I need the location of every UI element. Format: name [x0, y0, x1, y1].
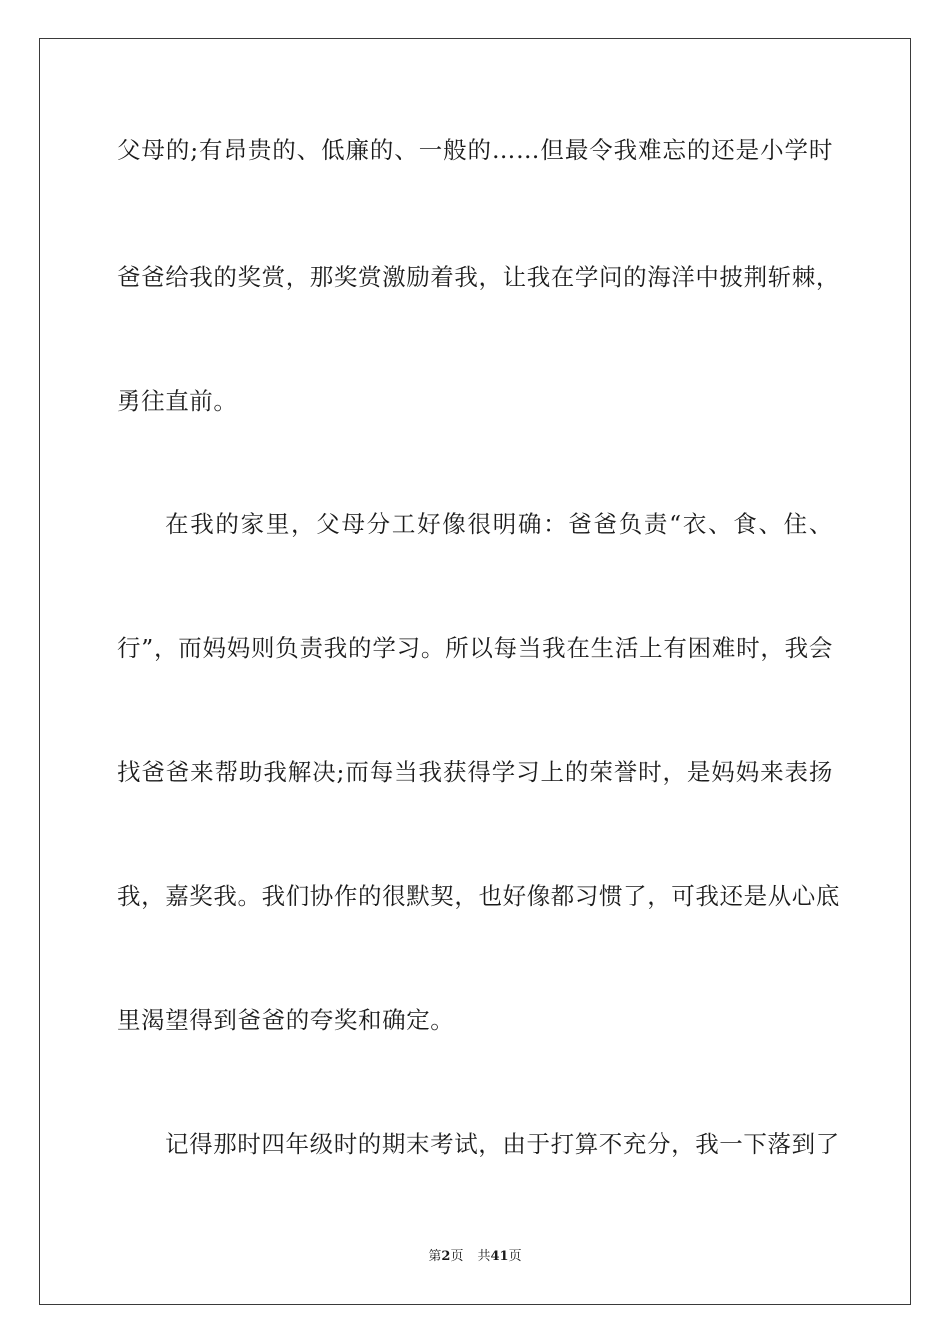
- text-line-2: 爸爸给我的奖赏，那奖赏激励着我，让我在学问的海洋中披荆斩棘，: [117, 263, 840, 291]
- text-line-5: 行”，而妈妈则负责我的学习。所以每当我在生活上有困难时，我会: [117, 634, 833, 662]
- text-line-8: 里渴望得到爸爸的夸奖和确定。: [117, 1006, 455, 1034]
- footer-total-prefix: 共: [477, 1249, 491, 1264]
- footer-page-prefix: 第: [428, 1249, 442, 1264]
- text-line-1: 父母的;有昂贵的、低廉的、一般的……但最令我难忘的还是小学时: [117, 136, 833, 164]
- text-line-9: 记得那时四年级时的期末考试，由于打算不充分，我一下落到了: [165, 1130, 840, 1158]
- footer-page-number: 2: [441, 1249, 451, 1264]
- text-line-4: 在我的家里，父母分工好像很明确：爸爸负责“衣、食、住、: [165, 510, 833, 538]
- text-line-7: 我，嘉奖我。我们协作的很默契，也好像都习惯了，可我还是从心底: [117, 882, 840, 910]
- page-border: [39, 38, 911, 1305]
- footer-total-suffix: 页: [508, 1249, 522, 1264]
- text-line-3: 勇往直前。: [117, 387, 238, 415]
- text-line-6: 找爸爸来帮助我解决;而每当我获得学习上的荣誉时，是妈妈来表扬: [117, 758, 833, 786]
- footer-total-pages: 41: [490, 1249, 509, 1264]
- page-footer: [0, 1248, 950, 1266]
- footer-page-suffix: 页: [450, 1249, 464, 1264]
